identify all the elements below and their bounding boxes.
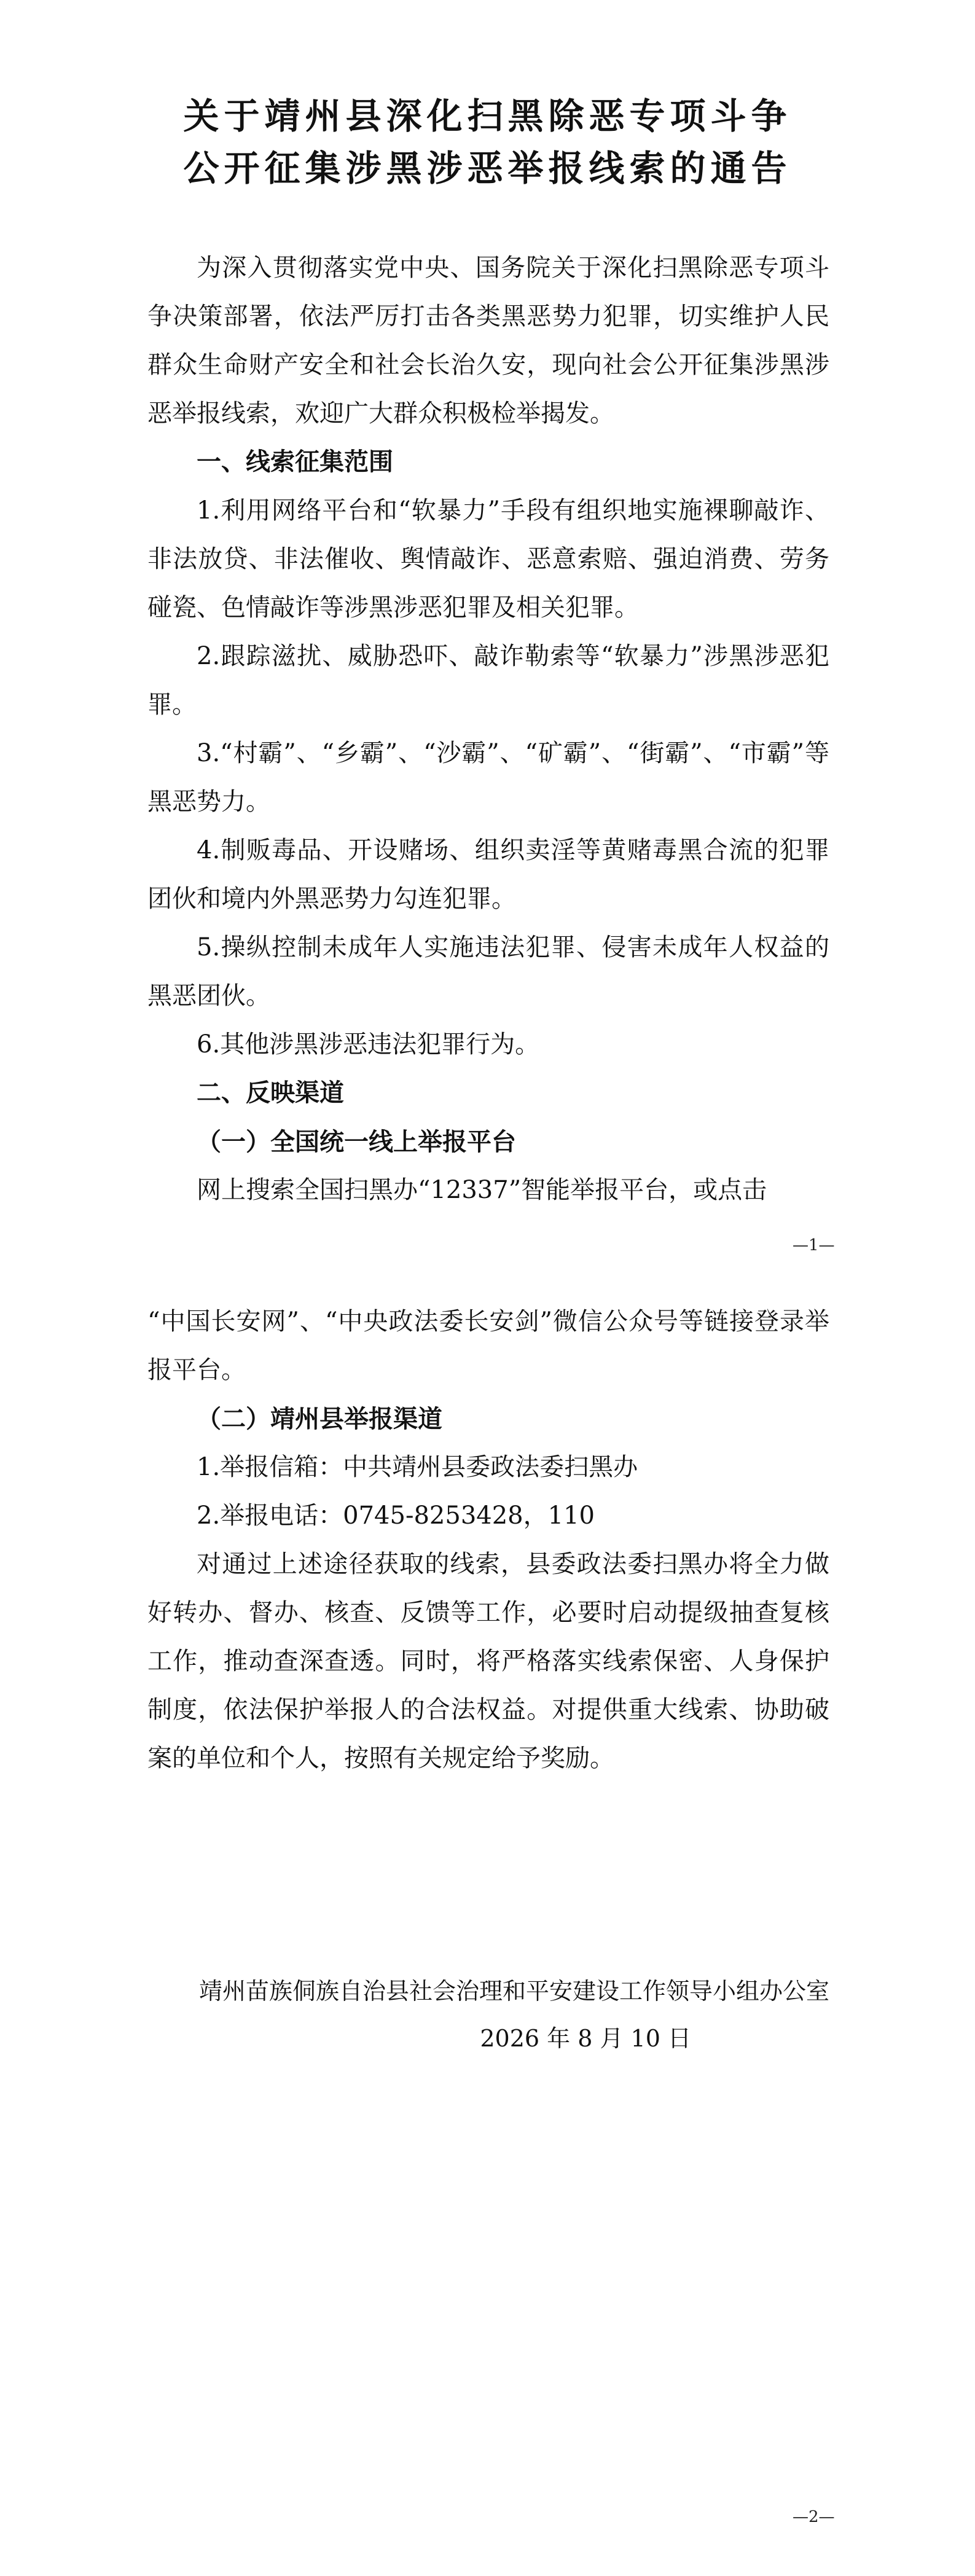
scope-item-5: 5.操纵控制未成年人实施违法犯罪、侵害未成年人权益的黑恶团伙。 <box>147 933 829 1010</box>
page-number-2: —2— <box>793 2508 835 2526</box>
scope-item-1: 1.利用网络平台和“软暴力”手段有组织地实施裸聊敲诈、非法放贷、非法催收、舆情敲诈、恶意索赔、强迫消费、劳务碰瓷、色情敲诈等涉黑涉恶犯罪及相关犯罪。 <box>147 496 829 622</box>
page-number-1: —1— <box>793 1236 835 1255</box>
report-mailbox: 1.举报信箱：中共靖州县委政法委扫黑办 <box>197 1453 638 1481</box>
signature-date: 2026 年 8 月 10 日 <box>480 2025 691 2052</box>
closing-paragraph: 对通过上述途径获取的线索，县委政法委扫黑办将全力做好转办、督办、核查、反馈等工作，必要时启动提级抽查复核工作，推动查深查透。同时，将严格落实线索保密、人身保护制度，依法保护举报人的合法权益。对提供重大线索、协助破案的单位和个人，按照有关规定给予奖励。 <box>147 1550 829 1772</box>
document-title-line-1: 关于靖州县深化扫黑除恶专项斗争 <box>183 95 792 137</box>
subsection-heading-county-channels: （二）靖州县举报渠道 <box>197 1404 442 1433</box>
signature-organization: 靖州苗族侗族自治县社会治理和平安建设工作领导小组办公室 <box>198 1978 829 2005</box>
scope-item-2: 2.跟踪滋扰、威胁恐吓、敲诈勒索等“软暴力”涉黑涉恶犯罪。 <box>147 642 829 719</box>
scope-item-6: 6.其他涉黑涉恶违法犯罪行为。 <box>197 1030 540 1059</box>
subsection-heading-national-platform: （一）全国统一线上举报平台 <box>197 1127 516 1156</box>
intro-paragraph: 为深入贯彻落实党中央、国务院关于深化扫黑除恶专项斗争决策部署，依法严厉打击各类黑恶势力犯罪，切实维护人民群众生命财产安全和社会长治久安，现向社会公开征集涉黑涉恶举报线索，欢迎广大群众积极检举揭发。 <box>147 254 829 428</box>
report-phone: 2.举报电话：0745-8253428，110 <box>197 1501 595 1530</box>
national-platform-text-part-1: 网上搜索全国扫黑办“12337”智能举报平台，或点击 <box>197 1176 767 1204</box>
document-page-1 <box>0 0 975 1287</box>
scope-item-4: 4.制贩毒品、开设赌场、组织卖淫等黄赌毒黑合流的犯罪团伙和境内外黑恶势力勾连犯罪。 <box>147 836 829 913</box>
section-heading-channels: 二、反映渠道 <box>197 1079 344 1107</box>
scope-item-3: 3.“村霸”、“乡霸”、“沙霸”、“矿霸”、“街霸”、“市霸”等黑恶势力。 <box>147 739 829 816</box>
document-title-line-2: 公开征集涉黑涉恶举报线索的通告 <box>183 147 792 189</box>
document-page-2 <box>0 1287 975 2576</box>
section-heading-scope: 一、线索征集范围 <box>197 448 393 476</box>
national-platform-text-part-2: “中国长安网”、“中央政法委长安剑”微信公众号等链接登录举报平台。 <box>147 1307 829 1384</box>
